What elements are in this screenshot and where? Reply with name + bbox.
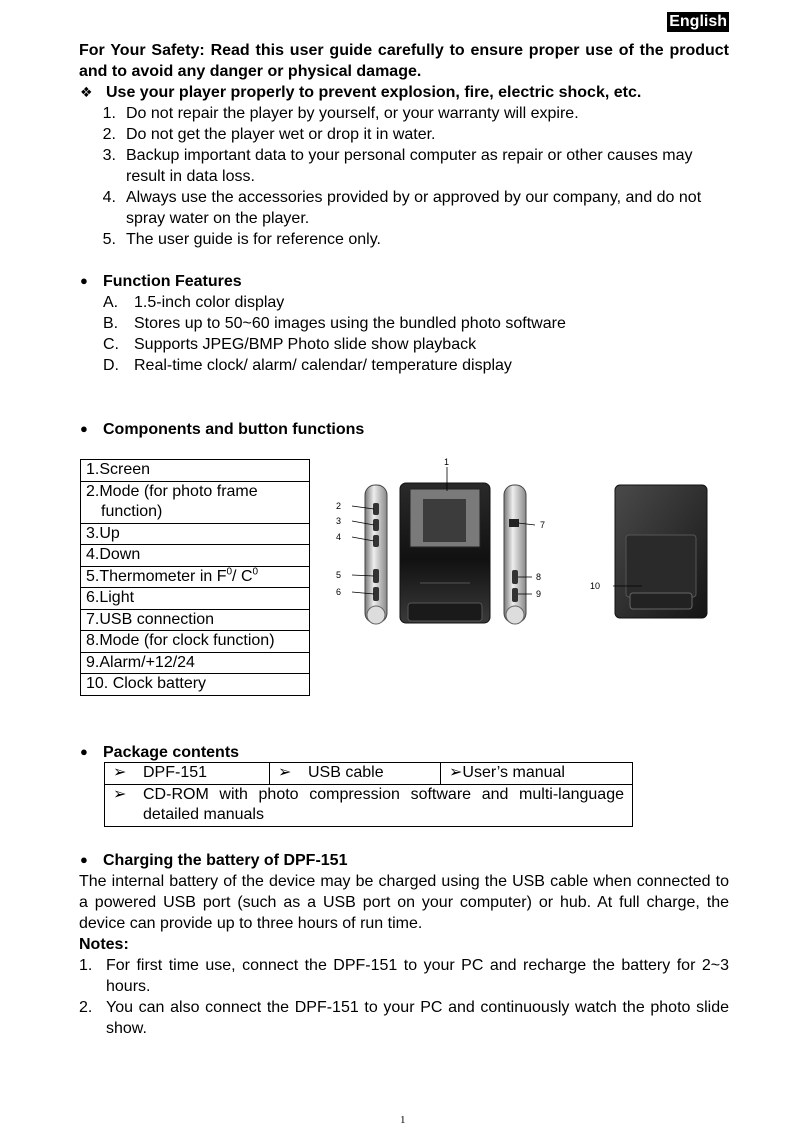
features-heading: Function Features xyxy=(103,273,242,290)
charging-paragraph-line: a powered USB port (such as a USB port on your computer) or hub. At full charge, the xyxy=(79,894,729,911)
callout-7: 7 xyxy=(540,520,546,530)
package-item: USB cable xyxy=(308,764,384,781)
arrow-bullet-icon: ➢ xyxy=(449,764,463,781)
table-row xyxy=(81,566,310,588)
charging-paragraph-line: The internal battery of the device may be charged using the USB cable when connected to xyxy=(79,873,729,890)
package-item: DPF-151 xyxy=(143,764,208,781)
components-table xyxy=(80,459,310,696)
note-item: For first time use, connect the DPF-151 to your PC and recharge the battery for 2~3 xyxy=(106,957,729,974)
list-item: Do not get the player wet or drop it in water. xyxy=(126,126,436,143)
list-item: The user guide is for reference only. xyxy=(126,231,381,248)
table-row xyxy=(81,674,310,696)
safety-subheading: Use your player properly to prevent explosion, fire, electric shock, etc. xyxy=(106,84,642,101)
arrow-bullet-icon: ➢ xyxy=(113,764,127,781)
table-cell: 7.USB connection xyxy=(81,609,310,631)
round-bullet-icon: ● xyxy=(80,421,88,436)
package-item: User’s manual xyxy=(462,764,565,781)
degree-sup: 0 xyxy=(252,566,259,578)
table-cell xyxy=(105,763,270,785)
callout-8: 8 xyxy=(536,572,542,582)
table-cell: 6.Light xyxy=(81,588,310,610)
list-item: Always use the accessories provided by or approved by our company, and do not xyxy=(126,189,702,206)
notes-label: Notes: xyxy=(79,936,129,953)
table-row xyxy=(81,523,310,545)
safety-heading-line2: and to avoid any danger or physical damage. xyxy=(79,63,422,80)
table-row xyxy=(81,545,310,567)
round-bullet-icon: ● xyxy=(80,273,88,288)
callout-10: 10 xyxy=(590,581,601,591)
package-heading: Package contents xyxy=(103,744,240,761)
list-item-continued: spray water on the player. xyxy=(126,210,310,227)
list-item-continued: result in data loss. xyxy=(126,168,255,185)
side-view-left xyxy=(365,485,387,624)
table-cell: 10. Clock battery xyxy=(81,674,310,696)
side-view-right xyxy=(504,485,526,624)
callout-3: 3 xyxy=(336,516,342,526)
table-cell: 1.Screen xyxy=(81,460,310,482)
note-item-continued: hours. xyxy=(106,978,151,995)
package-table xyxy=(104,762,633,827)
list-number: 2. xyxy=(102,126,116,143)
round-bullet-icon: ● xyxy=(80,744,88,759)
list-number: 3. xyxy=(102,147,116,164)
feature-item: 1.5-inch color display xyxy=(134,294,285,311)
cell-text: 2.Mode (for photo frame xyxy=(86,482,258,500)
feature-letter: C. xyxy=(103,336,119,353)
cell-text: 5.Thermometer in F xyxy=(86,567,227,585)
table-row xyxy=(105,763,633,785)
callout-2: 2 xyxy=(336,501,342,511)
device-diagram xyxy=(330,455,730,655)
note-number: 1. xyxy=(79,957,93,974)
callout-5: 5 xyxy=(336,570,342,580)
table-row xyxy=(105,784,633,826)
table-row xyxy=(81,652,310,674)
feature-letter: B. xyxy=(103,315,119,332)
cell-text-continued: function) xyxy=(101,503,163,520)
feature-letter: A. xyxy=(103,294,119,311)
note-item: You can also connect the DPF-151 to your PC and continuously watch the photo slide xyxy=(106,999,729,1016)
feature-item: Supports JPEG/BMP Photo slide show playback xyxy=(134,336,477,353)
front-view xyxy=(400,483,490,623)
components-heading: Components and button functions xyxy=(103,421,365,438)
package-item: CD-ROM with photo compression software and multi-language xyxy=(143,785,624,803)
list-item: Do not repair the player by yourself, or your warranty will expire. xyxy=(126,105,579,122)
feature-letter: D. xyxy=(103,357,119,374)
safety-heading-line1: For Your Safety: Read this user guide carefully to ensure proper use of the product xyxy=(79,42,729,59)
table-cell: 9.Alarm/+12/24 xyxy=(81,652,310,674)
table-row xyxy=(81,481,310,523)
callout-lines xyxy=(352,467,642,594)
charging-heading: Charging the battery of DPF-151 xyxy=(103,852,348,869)
table-cell xyxy=(441,763,633,785)
round-bullet-icon: ● xyxy=(80,852,88,867)
table-cell: 4.Down xyxy=(81,545,310,567)
table-cell xyxy=(81,566,310,588)
table-cell xyxy=(270,763,441,785)
table-cell xyxy=(105,784,633,826)
back-view xyxy=(615,485,707,618)
table-row xyxy=(81,460,310,482)
table-cell: 3.Up xyxy=(81,523,310,545)
cell-text: / C xyxy=(232,567,253,585)
list-number: 5. xyxy=(102,231,116,248)
callout-9: 9 xyxy=(536,589,542,599)
table-row xyxy=(81,631,310,653)
callout-1: 1 xyxy=(444,457,450,467)
list-item: Backup important data to your personal computer as repair or other causes may xyxy=(126,147,693,164)
list-number: 1. xyxy=(102,105,116,122)
list-number: 4. xyxy=(102,189,116,206)
callout-6: 6 xyxy=(336,587,342,597)
degree-sup: 0 xyxy=(226,566,233,578)
arrow-bullet-icon: ➢ xyxy=(113,785,127,803)
note-item-continued: show. xyxy=(106,1020,147,1037)
page-number: 1 xyxy=(400,1114,406,1126)
note-number: 2. xyxy=(79,999,93,1016)
arrow-bullet-icon: ➢ xyxy=(278,764,292,781)
package-item-continued: detailed manuals xyxy=(143,806,264,823)
table-cell: 8.Mode (for clock function) xyxy=(81,631,310,653)
feature-item: Stores up to 50~60 images using the bundled photo software xyxy=(134,315,566,332)
language-badge: English xyxy=(669,13,727,30)
callout-4: 4 xyxy=(336,532,342,542)
table-row xyxy=(81,588,310,610)
charging-paragraph-line: device can provide up to three hours of run time. xyxy=(79,915,423,932)
feature-item: Real-time clock/ alarm/ calendar/ temperature display xyxy=(134,357,512,374)
diamond-bullet-icon: ❖ xyxy=(80,84,93,100)
table-row xyxy=(81,609,310,631)
table-cell xyxy=(81,481,310,523)
